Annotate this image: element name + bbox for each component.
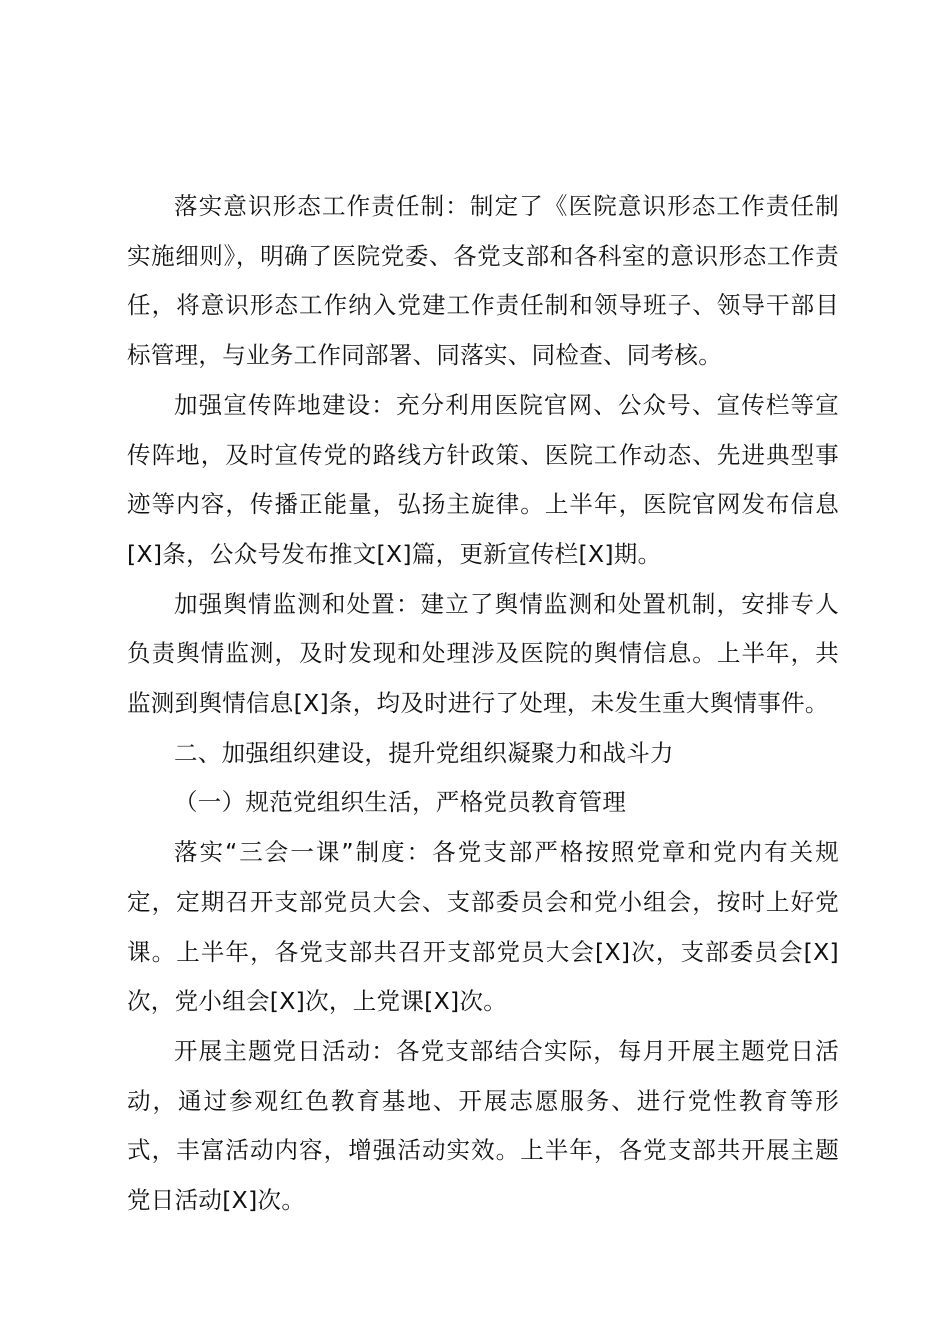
- paragraph-publicity-platform: 加强宣传阵地建设：充分利用医院官网、公众号、宣传栏等宣传阵地，及时宣传党的路线方针政策、医院工作动态、先进典型事迹等内容，传播正能量，弘扬主旋律。上半年，医院官网发布信息[X]条，公众号发布推文[X]篇，更新宣传栏[X]期。: [127, 390, 839, 568]
- paragraph-theme-party-day: 开展主题党日活动：各党支部结合实际，每月开展主题党日活动，通过参观红色教育基地、开展志愿服务、进行党性教育等形式，丰富活动内容，增强活动实效。上半年，各党支部共开展主题党日活动[X]次。: [127, 1036, 839, 1215]
- subsection-heading-party-life: （一）规范党组织生活，严格党员教育管理: [174, 788, 627, 817]
- paragraph-public-opinion: 加强舆情监测和处置：建立了舆情监测和处置机制，安排专人负责舆情监测，及时发现和处理涉及医院的舆情信息。上半年，共监测到舆情信息[X]条，均及时进行了处理，未发生重大舆情事件。: [127, 589, 839, 718]
- document-body: [127, 182, 839, 1226]
- paragraph-ideology-responsibility: 落实意识形态工作责任制：制定了《医院意识形态工作责任制实施细则》，明确了医院党委、各党支部和各科室的意识形态工作责任，将意识形态工作纳入党建工作责任制和领导班子、领导干部目标管理，与业务工作同部署、同落实、同检查、同考核。: [127, 192, 839, 370]
- paragraph-three-meetings-one-lesson: 落实“三会一课”制度：各党支部严格按照党章和党内有关规定，定期召开支部党员大会、支部委员会和党小组会，按时上好党课。上半年，各党支部共召开支部党员大会[X]次，支部委员会[X]次，党小组会[X]次，上党课[X]次。: [127, 838, 839, 1016]
- section-heading-organization: 二、加强组织建设，提升党组织凝聚力和战斗力: [174, 738, 674, 767]
